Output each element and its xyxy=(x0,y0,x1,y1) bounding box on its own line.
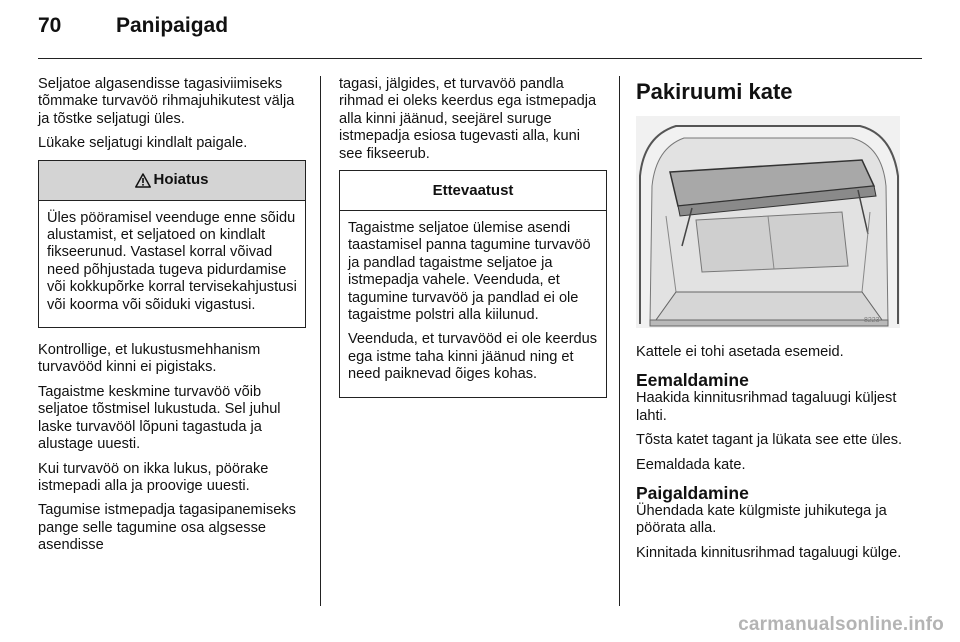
warning-header xyxy=(39,161,305,201)
column-2 xyxy=(339,76,607,412)
paragraph: tagasi, jälgides, et turvavöö pandla rihmad ei oleks keerdus ega istmepadja alla kinni jäänud, seejärel suruge istmepadja esiosa tugevasti alla, kuni see fikseerub. xyxy=(339,76,597,162)
paragraph: Tagaistme keskmine turvavöö võib seljatoe tõstmisel lukustuda. Sel juhul laske turvavööl lõpuni tagastuda ja alustage uuesti. xyxy=(38,383,281,453)
paragraph: Kinnitada kinnitusrihmad tagaluugi külge. xyxy=(636,544,902,561)
column-3 xyxy=(636,76,904,569)
paragraph: Seljatoe algasendisse tagasiviimiseks tõmmake turvavöö rihmajuhikutest välja ja tõstke seljatugi üles. xyxy=(38,76,295,127)
watermark: carmanualsonline.info xyxy=(738,614,944,635)
page-number: 70 xyxy=(38,14,62,37)
paragraph: Kui turvavöö on ikka lukus, pöörake istmepadi alla ja proovige uuesti. xyxy=(38,460,269,494)
section-heading: Pakiruumi kate xyxy=(636,79,793,104)
caution-box xyxy=(339,170,607,398)
paragraph: Tõsta katet tagant ja lükata see ette üles. xyxy=(636,432,903,449)
column-divider-2 xyxy=(619,76,620,606)
paragraph: Tagumise istmepadja tagasipanemiseks pange selle tagumine osa algsesse asendisse xyxy=(38,502,296,554)
warning-triangle-icon xyxy=(135,173,151,188)
caution-text: Veenduda, et turvavööd ei ole keerdus ega istme taha kinni jäänud ning et need paiknevad õiges kohas. xyxy=(348,331,598,383)
paragraph: Ühendada kate külgmiste juhikutega ja pöörata alla. xyxy=(636,503,887,537)
subheading-removal: Eemaldamine xyxy=(636,370,749,391)
warning-box xyxy=(38,160,306,328)
cargo-cover-illustration xyxy=(636,116,900,328)
caution-text: Tagaistme seljatoe ülemise asendi taastamisel panna tagumine turvavöö ja pandlad tagaistme seljatoe ja istmepadja vahele. Veenduda, et tagumine turvavöö ja pandlad ei ole tagaistme polstri alla kiilunud. xyxy=(348,220,591,324)
caution-title: Ettevaatust xyxy=(432,181,514,199)
paragraph: Haakida kinnitusrihmad tagaluugi küljest lahti. xyxy=(636,390,897,424)
illustration-code: 8223 xyxy=(864,317,880,324)
page-title: Panipaigad xyxy=(116,14,229,37)
column-1 xyxy=(38,76,306,562)
warning-text: Üles pööramisel veenduge enne sõidu alustamist, et seljatoed on kindlalt fikseerunud. Vastasel korral võivad need põhjustada tugeva pidurdamise või kokkupõrke korral tervisekahjustusi või koorma või sõiduki vigastusi. xyxy=(47,209,297,313)
caption: Kattele ei tohi asetada esemeid. xyxy=(636,344,844,360)
caution-header xyxy=(340,171,606,211)
paragraph: Kontrollige, et lukustusmehhanism turvavööd kinni ei pigistaks. xyxy=(38,342,261,376)
page-header xyxy=(38,14,922,54)
column-divider-1 xyxy=(320,76,321,606)
paragraph: Lükake seljatugi kindlalt paigale. xyxy=(38,135,248,152)
subheading-installation: Paigaldamine xyxy=(636,483,749,504)
paragraph: Eemaldada kate. xyxy=(636,456,746,473)
warning-title: Hoiatus xyxy=(153,171,209,189)
header-divider xyxy=(38,58,922,59)
